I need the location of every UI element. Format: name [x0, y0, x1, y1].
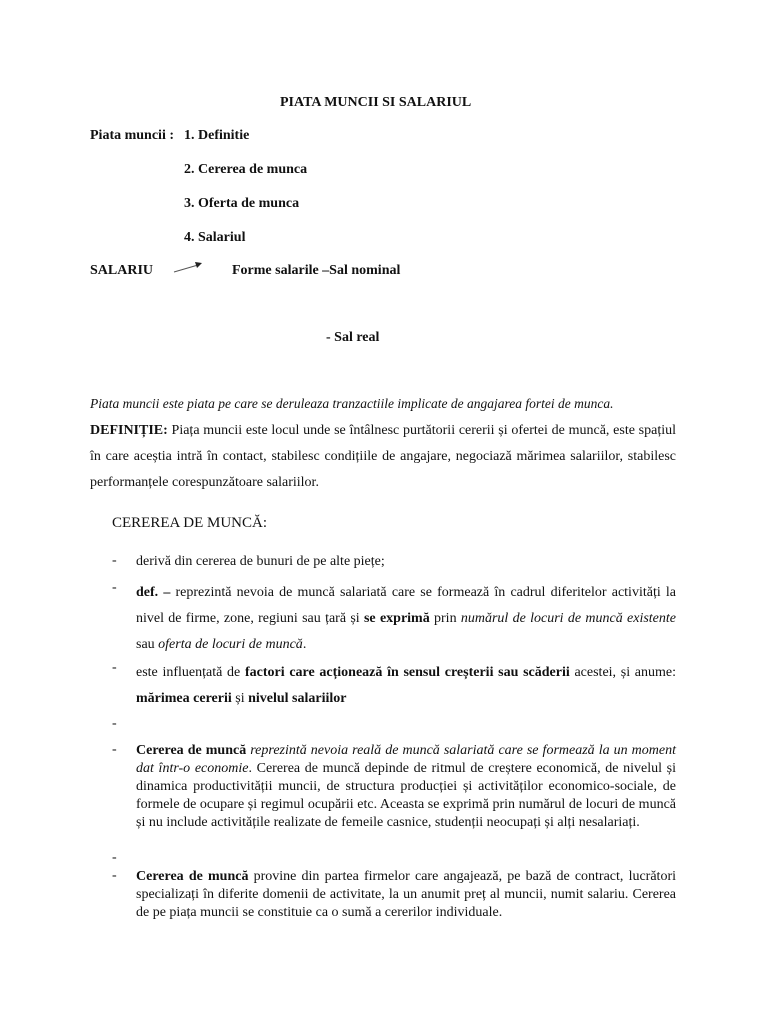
- bullet-dash: -: [112, 868, 117, 883]
- bullet-cerere-firme: Cererea de muncă provine din partea firmelor care angajează, pe bază de contract, lucrători specializați în diferite domenii de activitate, la un anumit preț al muncii, numit salariu. Cererea de pe piața muncii se constituie ca o sumă a cererilor individuale.: [136, 869, 676, 920]
- definition-text: Piața muncii este locul unde se întâlnesc purtătorii cererii și ofertei de muncă, este spațiul în care aceștia intră în contact, stabilesc condițiile de angajare, negociază mărimea salariilor, stabilesc performanțele corespunzătoare salariilor.: [90, 423, 676, 490]
- outline-item-4: 4. Salariul: [184, 230, 246, 245]
- bullet-influence: este influențată de factori care acționează în sensul creșterii sau scăderii acestei, și anume: mărimea cererii și nivelul salariilor: [136, 665, 677, 706]
- bullet-dash: -: [112, 580, 117, 595]
- bullet-dash-empty: -: [112, 850, 117, 865]
- arrow-right-icon: [172, 258, 206, 276]
- salariu-real: - Sal real: [326, 330, 380, 345]
- section-heading-cerere: CEREREA DE MUNCĂ:: [112, 515, 268, 531]
- salariu-forms: Forme salarile –Sal nominal: [232, 263, 401, 278]
- outline-item-3: 3. Oferta de munca: [184, 196, 300, 211]
- definition-paragraph: [90, 418, 676, 496]
- outline-item-2: 2. Cererea de munca: [184, 162, 308, 177]
- intro-text: Piata muncii este piata pe care se deruleaza tranzactiile implicate de angajarea fortei de munca.: [90, 396, 614, 411]
- bullet-dash-empty: -: [112, 716, 117, 731]
- bullet-dash: -: [112, 660, 117, 675]
- page-title: PIATA MUNCII SI SALARIUL: [280, 95, 472, 110]
- outline-label: Piata muncii :: [90, 128, 174, 143]
- outline-item-1: 1. Definitie: [184, 128, 250, 143]
- definition-label: DEFINIȚIE:: [90, 423, 168, 438]
- bullet-dash: -: [112, 742, 117, 757]
- salariu-label: SALARIU: [90, 263, 154, 278]
- bullet-cerere-real: Cererea de muncă reprezintă nevoia reală de muncă salariată care se formează la un moment dat într-o economie. Cererea de muncă depinde de ritmul de creștere economică, de nivelul și dinamica productivității muncii, de structura producției și activităților economico-sociale, de formele de ocupare și regimul ocupării etc. Aceasta se exprimă prin numărul de locuri de muncă și nu include activitățile realizate de femeile casnice, studenții neocupați și alți nesalariați.: [136, 743, 676, 830]
- bullet-dash: -: [112, 553, 117, 568]
- bullet-derived: derivă din cererea de bunuri de pe alte piețe;: [136, 554, 385, 569]
- bullet-definition: def. – reprezintă nevoia de muncă salariată care se formează în cadrul diferitelor activități la nivel de firme, zone, regiuni sau țară și se exprimă prin numărul de locuri de muncă existente sau oferta de locuri de muncă.: [136, 585, 676, 652]
